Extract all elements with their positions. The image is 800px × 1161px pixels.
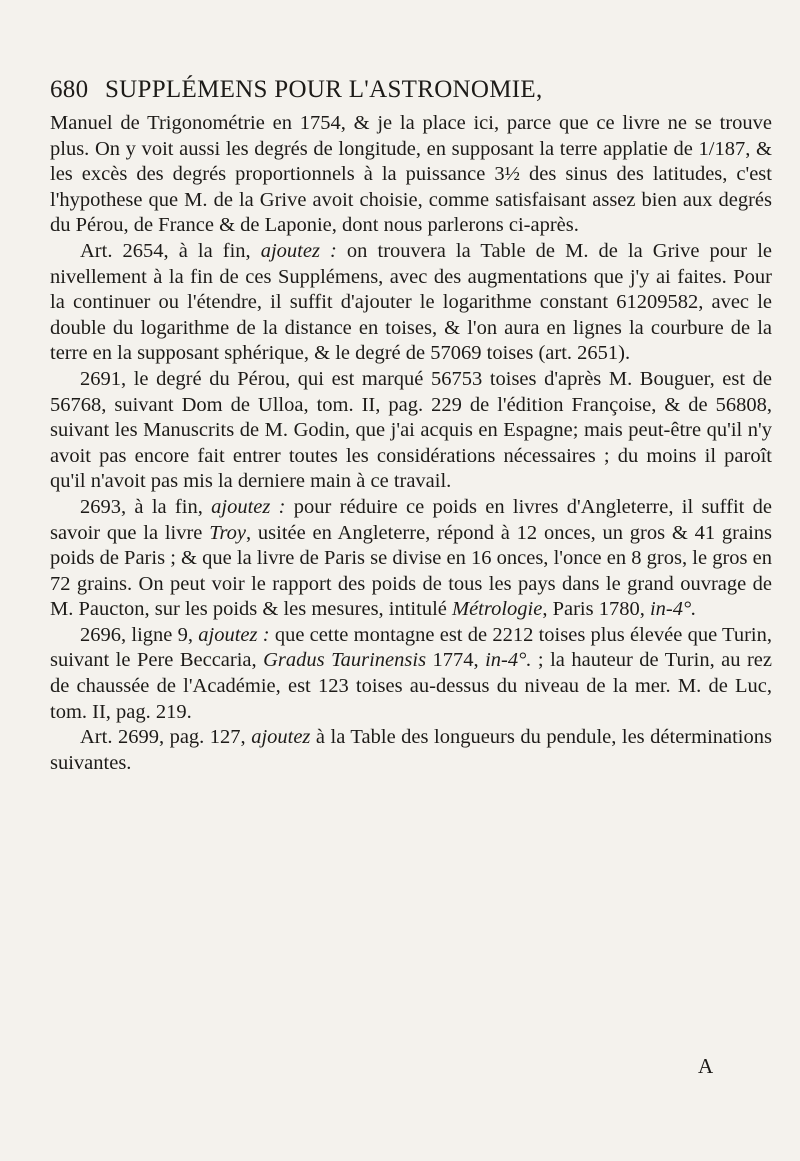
text-run: Art. 2699, pag. 127, xyxy=(80,726,252,749)
text-run: 2696, ligne 9, xyxy=(80,623,199,646)
italic-text: in-4°. xyxy=(485,649,532,672)
text-run: , Paris 1780, xyxy=(542,598,650,621)
text-run: Art. 2654, à la fin, xyxy=(80,239,261,262)
text-run: 1774, xyxy=(426,649,486,672)
text-run: à la Table des longueurs du pendule, les déterminations suivantes. xyxy=(50,726,772,774)
paragraph xyxy=(50,623,772,725)
text-run: , usitée en Angleterre, répond à 12 onces, un gros & 41 grains poids de Paris ; & que la livre de Paris se divise en 16 onces, l'once en 8 gros, le gros en 72 grains. On peut voir le rapport des poids de tous les pays dans le grand ouvrage de M. Paucton, sur les poids & les mesures, intitulé xyxy=(50,521,772,621)
page-header xyxy=(50,76,700,104)
paragraph xyxy=(50,495,772,623)
text-run: on trouvera la Table de M. de la Grive pour le nivellement à la fin de ces Supplémens, avec des augmentations que j'y ai faites. Pour la continuer ou l'étendre, il suffit d'ajouter le logarithme constant 61209582, avec le double du logarithme de la distance en toises, & l'on aura en lignes la courbure de la terre en la supposant sphérique, & le degré de 57069 toises (art. 2651). xyxy=(50,239,772,365)
paragraph xyxy=(50,111,772,239)
catchword: A xyxy=(698,1054,714,1078)
italic-text: ajoutez : xyxy=(198,623,270,646)
paragraph xyxy=(50,725,772,776)
text-run: 2693, à la fin, xyxy=(80,495,212,518)
italic-text: ajoutez : xyxy=(260,239,337,262)
italic-text: Métrologie xyxy=(452,598,543,621)
body-text xyxy=(50,111,772,776)
text-run: Manuel de Trigonométrie en 1754, & je la place ici, parce que ce livre ne se trouve plus. On y voit aussi les degrés de longitude, en supposant la terre applatie de 1/187, & les excès des degrés proportionnels à la puissance 3½ des sinus des latitudes, c'est l'hypothese que M. de la Grive avoit choisie, comme satisfaisant assez bien aux degrés du Pérou, de France & de Laponie, dont nous parlerons ci-après. xyxy=(50,112,772,237)
italic-text: Troy xyxy=(209,521,247,544)
paragraph xyxy=(50,239,772,367)
text-run: pour réduire ce poids en livres d'Angleterre, il suffit de savoir que la livre xyxy=(50,495,772,544)
text-run: 2691, le degré du Pérou, qui est marqué 56753 toises d'après M. Bouguer, est de 56768, suivant Dom de Ulloa, tom. II, pag. 229 de l'édition Françoise, & de 56808, suivant les Manuscrits de M. Godin, que j'ai acquis en Espagne; mais peut-être qu'il n'y avoit pas encore fait entrer toutes les considérations nécessaires ; du moins il paroît qu'il n'avoit pas mis la derniere main à ce travail. xyxy=(50,367,772,493)
italic-text: ajoutez : xyxy=(211,495,286,518)
running-title: SUPPLÉMENS POUR L'ASTRONOMIE, xyxy=(104,76,543,103)
italic-text: Gradus Taurinensis xyxy=(263,649,427,672)
paragraph xyxy=(50,367,772,495)
text-run: ; la hauteur de Turin, au rez de chaussée de l'Académie, est 123 toises au-dessus du niveau de la mer. M. de Luc, tom. II, pag. 219. xyxy=(50,649,772,723)
italic-text: in-4°. xyxy=(649,598,697,621)
text-run: que cette montagne est de 2212 toises plus élevée que Turin, suivant le Pere Beccaria, xyxy=(50,623,773,672)
page-number: 680 xyxy=(50,76,89,103)
italic-text: ajoutez xyxy=(251,726,311,749)
